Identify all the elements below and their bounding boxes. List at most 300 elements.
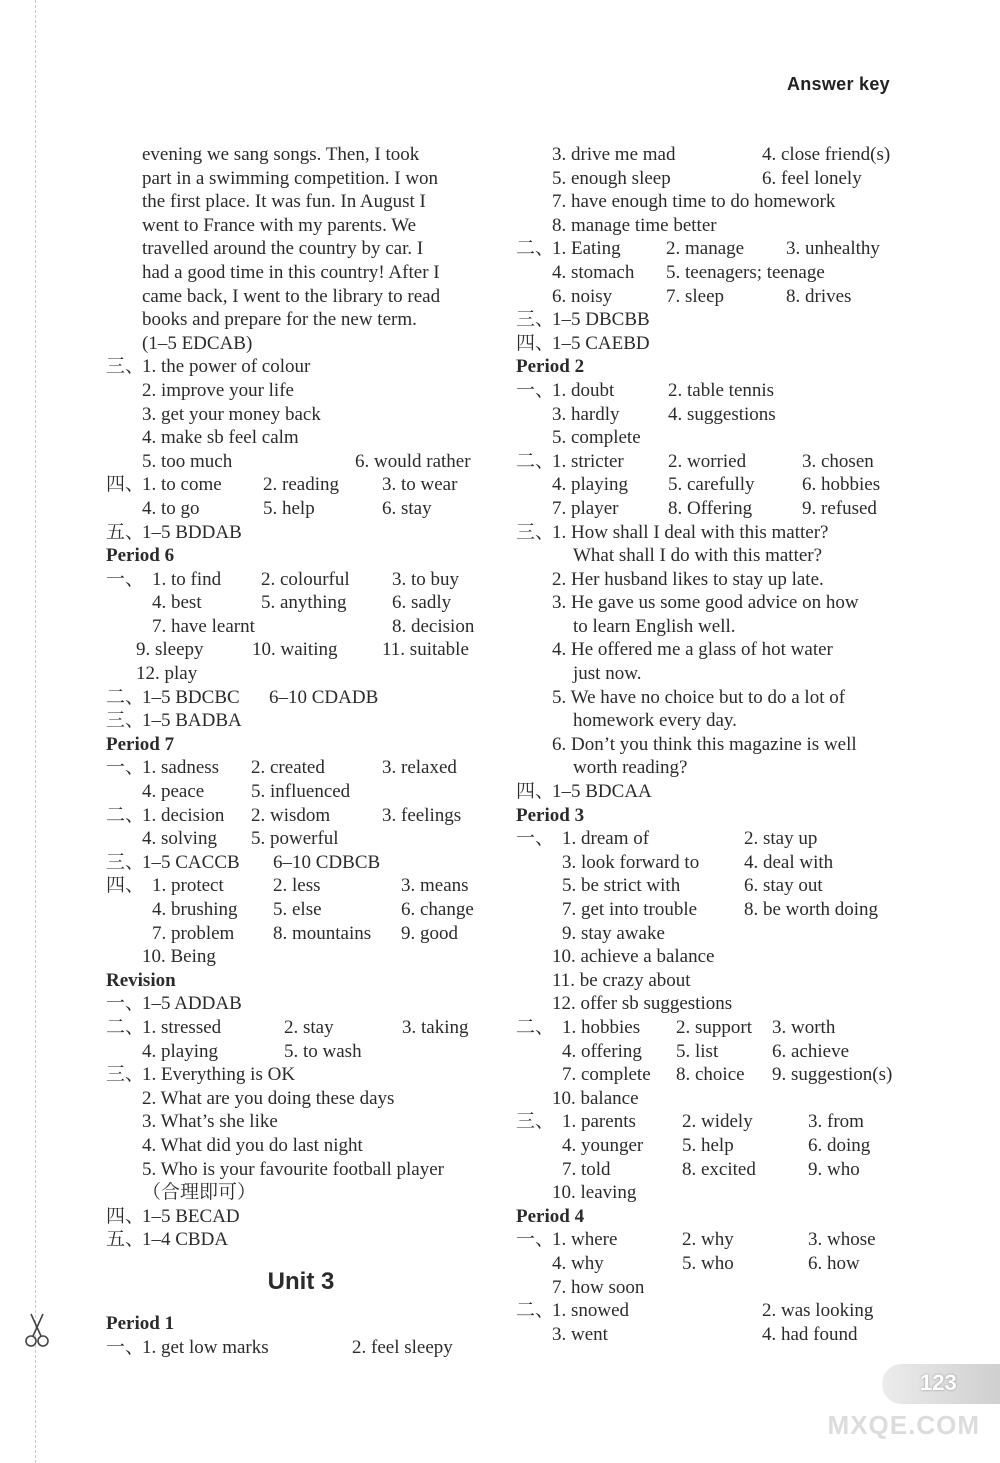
answer-text: 2. stay — [284, 1016, 334, 1038]
answer-text: 二、 — [516, 450, 555, 472]
answer-text: part in a swimming competition. I won — [142, 167, 439, 189]
answer-text: 5. Who is your favourite football player — [142, 1158, 444, 1180]
answer-text: 3. What’s she like — [142, 1111, 278, 1133]
right-column — [516, 143, 906, 1346]
answer-line — [516, 922, 906, 946]
answer-line — [516, 1252, 906, 1276]
answer-text: What shall I do with this matter? — [573, 545, 823, 567]
answer-text: 二、 — [106, 686, 145, 708]
answer-line — [516, 190, 906, 214]
answer-text: 1–4 CBDA — [142, 1229, 229, 1251]
answer-text: 10. balance — [552, 1087, 639, 1109]
answer-text: 6. how — [808, 1252, 860, 1274]
answer-text: 5. complete — [552, 427, 641, 449]
answer-text: 一、 — [516, 379, 555, 401]
answer-text: 3. worth — [772, 1016, 836, 1038]
answer-text: 3. to buy — [392, 568, 460, 590]
answer-line — [516, 662, 906, 686]
answer-text: 1. the power of colour — [142, 356, 311, 378]
section-heading — [106, 969, 496, 993]
answer-text: 2. worried — [668, 450, 747, 472]
section-heading — [516, 355, 906, 379]
section-heading — [106, 1312, 496, 1336]
answer-text: 四、 — [106, 875, 145, 897]
answer-line — [106, 1134, 496, 1158]
answer-text: 1. stressed — [142, 1016, 222, 1038]
answer-text: 4. close friend(s) — [762, 144, 891, 165]
answer-line — [516, 143, 906, 167]
answer-text: 一、 — [106, 568, 145, 590]
answer-text: 5. help — [263, 497, 315, 519]
answer-line — [516, 1299, 906, 1323]
answer-text: 4. offering — [562, 1040, 642, 1062]
answer-text: 1–5 BDCBC — [142, 686, 240, 708]
answer-text: 7. have learnt — [152, 615, 255, 637]
answer-line — [106, 143, 496, 167]
answer-line — [516, 969, 906, 993]
answer-text: 4. deal with — [744, 851, 834, 873]
answer-text: 2. manage — [666, 238, 745, 260]
answer-line — [516, 379, 906, 403]
answer-line — [106, 1110, 496, 1134]
answer-text: 12. offer sb suggestions — [552, 993, 733, 1015]
answer-text: 3. look forward to — [562, 851, 700, 873]
answer-text: 3. taking — [402, 1016, 469, 1038]
answer-text: 5. teenagers; teenage — [666, 261, 825, 283]
answer-text: 6. change — [401, 899, 474, 920]
answer-line — [106, 190, 496, 214]
answer-line — [516, 1158, 906, 1182]
answer-text: 2. colourful — [261, 568, 350, 590]
answer-text: 三、 — [516, 521, 555, 543]
answer-line — [516, 945, 906, 969]
answer-line — [516, 1040, 906, 1064]
answer-text: 三、 — [106, 851, 145, 873]
answer-text: 1. sadness — [142, 757, 220, 779]
answer-line — [106, 214, 496, 238]
answer-text: 2. why — [682, 1229, 734, 1251]
answer-text: （合理即可） — [142, 1182, 257, 1204]
answer-text: Period 7 — [106, 733, 175, 755]
answer-text: 1. to find — [152, 568, 222, 590]
answer-text: 1. decision — [142, 804, 225, 826]
answer-text: 5. anything — [261, 592, 347, 614]
answer-text: 三、 — [516, 309, 555, 331]
answer-line — [106, 450, 496, 474]
answer-text: 6. hobbies — [802, 474, 881, 496]
answer-line — [516, 403, 906, 427]
answer-line — [106, 237, 496, 261]
answer-text: 一、 — [106, 1336, 145, 1358]
answer-text: 4. solving — [142, 828, 217, 850]
answer-text: 1–5 CACCB — [142, 851, 240, 873]
answer-text: 2. table tennis — [668, 379, 775, 401]
answer-text: 8. manage time better — [552, 214, 717, 236]
answer-text: 6. noisy — [552, 285, 613, 307]
answer-line — [516, 450, 906, 474]
answer-text: 三、 — [106, 356, 145, 378]
answer-text: 一、 — [106, 993, 145, 1015]
answer-text: 4. younger — [562, 1134, 644, 1156]
answer-text: 9. stay awake — [562, 922, 665, 944]
watermark: MXQE.COM — [827, 1410, 980, 1440]
answer-text: 3. get your money back — [142, 403, 321, 425]
answer-text: 1–5 BDDAB — [142, 521, 242, 543]
answer-text: 5. enough sleep — [552, 167, 671, 189]
answer-line — [516, 686, 906, 710]
answer-line — [106, 167, 496, 191]
answer-line — [516, 1323, 906, 1347]
answer-line — [516, 1063, 906, 1087]
answer-text: came back, I went to the library to read — [142, 285, 441, 307]
answer-text: 8. choice — [676, 1064, 745, 1086]
answer-line — [106, 379, 496, 403]
answer-text: 8. mountains — [273, 922, 372, 944]
answer-text: the first place. It was fun. In August I — [142, 191, 426, 213]
answer-text: 1. to come — [142, 474, 222, 496]
answer-line — [516, 568, 906, 592]
answer-text: 3. He gave us some good advice on how — [552, 592, 859, 614]
answer-line — [106, 898, 496, 922]
answer-text: 6–10 CDBCB — [273, 851, 381, 873]
answer-text: 4. best — [152, 592, 202, 614]
answer-line — [106, 403, 496, 427]
answer-text: evening we sang songs. Then, I took — [142, 144, 420, 165]
answer-text: Period 2 — [516, 356, 585, 378]
answer-line — [516, 756, 906, 780]
answer-text: 7. player — [552, 497, 619, 519]
answer-text: 三、 — [106, 710, 145, 732]
answer-line — [106, 922, 496, 946]
answer-text: 一、 — [516, 828, 555, 850]
answer-text: travelled around the country by car. I — [142, 238, 424, 260]
answer-line — [106, 355, 496, 379]
answer-text: 5. else — [273, 899, 322, 920]
answer-line — [106, 756, 496, 780]
answer-text: 四、 — [106, 474, 145, 496]
answer-text: 四、 — [516, 781, 555, 803]
answer-text: 1. How shall I deal with this matter? — [552, 521, 829, 543]
answer-text: 2. improve your life — [142, 379, 294, 401]
answer-line — [516, 167, 906, 191]
answer-text: 8. excited — [682, 1158, 756, 1180]
answer-text: 7. how soon — [552, 1276, 645, 1298]
answer-text: 6. achieve — [772, 1040, 850, 1062]
answer-line — [516, 709, 906, 733]
answer-text: 10. achieve a balance — [552, 946, 715, 968]
answer-text: to learn English well. — [573, 615, 736, 637]
answer-text: 2. less — [273, 875, 321, 897]
answer-text: 6. doing — [808, 1134, 871, 1156]
answer-line — [516, 874, 906, 898]
answer-text: 8. be worth doing — [744, 899, 879, 920]
answer-text: 6. sadly — [392, 592, 452, 614]
answer-line — [516, 332, 906, 356]
answer-line — [106, 686, 496, 710]
answer-text: 三、 — [106, 1064, 145, 1086]
answer-line — [106, 521, 496, 545]
answer-line — [106, 497, 496, 521]
answer-text: 10. Being — [142, 946, 216, 968]
answer-line — [516, 1276, 906, 1300]
answer-text: 4. stomach — [552, 261, 635, 283]
answer-line — [106, 615, 496, 639]
answer-text: 10. waiting — [252, 639, 338, 661]
answer-text: 二、 — [106, 1016, 145, 1038]
answer-text: 二、 — [516, 1300, 555, 1322]
answer-line — [516, 733, 906, 757]
page-header: Answer key — [786, 74, 890, 94]
answer-text: 5. too much — [142, 450, 233, 472]
answer-line — [516, 1087, 906, 1111]
answer-text: 9. refused — [802, 497, 877, 519]
answer-text: 5. powerful — [251, 828, 339, 850]
answer-line — [516, 638, 906, 662]
answer-text: 4. peace — [142, 781, 205, 803]
answer-line — [516, 214, 906, 238]
answer-text: worth reading? — [573, 757, 688, 779]
answer-text: 2. Her husband likes to stay up late. — [552, 568, 824, 590]
answer-text: 3. feelings — [382, 804, 462, 826]
answer-text: 1–5 BADBA — [142, 710, 242, 732]
answer-text: 1–5 ADDAB — [142, 993, 242, 1015]
answer-line — [106, 851, 496, 875]
answer-line — [516, 426, 906, 450]
answer-line — [516, 898, 906, 922]
answer-line — [516, 992, 906, 1016]
answer-text: Period 4 — [516, 1205, 585, 1227]
answer-text: 2. reading — [263, 474, 339, 496]
answer-text: went to France with my parents. We — [142, 214, 417, 236]
answer-line — [516, 615, 906, 639]
answer-text: 二、 — [516, 1016, 555, 1038]
answer-text: 2. widely — [682, 1111, 753, 1133]
answer-text: 4. What did you do last night — [142, 1134, 363, 1156]
answer-text: 6. feel lonely — [762, 167, 862, 189]
answer-text: 二、 — [106, 804, 145, 826]
answer-text: 2. wisdom — [251, 804, 331, 826]
answer-line — [106, 945, 496, 969]
answer-text: 3. to wear — [382, 474, 458, 496]
answer-text: 1. dream of — [562, 828, 650, 850]
answer-text: 1. protect — [152, 875, 224, 897]
answer-text: 二、 — [516, 238, 555, 260]
answer-text: homework every day. — [573, 710, 737, 732]
answer-text: 五、 — [106, 521, 145, 543]
answer-text: 3. means — [401, 875, 469, 897]
answer-line — [106, 638, 496, 662]
answer-text: 5. We have no choice but to do a lot of — [552, 686, 846, 708]
answer-text: 5. be strict with — [562, 875, 681, 897]
answer-line — [516, 1228, 906, 1252]
unit-heading: Unit 3 — [267, 1267, 335, 1295]
answer-text: 7. problem — [152, 922, 235, 944]
answer-line — [516, 285, 906, 309]
answer-text: 6. Don’t you think this magazine is well — [552, 733, 857, 755]
answer-text: 8. drives — [786, 285, 852, 307]
answer-text: 6–10 CDADB — [269, 686, 379, 708]
answer-line — [516, 851, 906, 875]
answer-text: 1–5 CAEBD — [552, 332, 650, 354]
answer-text: 5. who — [682, 1252, 734, 1274]
answer-text: books and prepare for the new term. — [142, 309, 417, 331]
answer-text: 12. play — [136, 663, 198, 685]
answer-text: 1. hobbies — [562, 1016, 641, 1038]
answer-line — [106, 1040, 496, 1064]
answer-text: 一、 — [106, 757, 145, 779]
answer-text: had a good time in this country! After I — [142, 261, 440, 283]
answer-line — [516, 308, 906, 332]
answer-text: Period 1 — [106, 1312, 175, 1334]
answer-text: 2. was looking — [762, 1300, 874, 1322]
answer-line — [106, 1181, 496, 1205]
answer-text: just now. — [573, 663, 642, 685]
answer-line — [106, 426, 496, 450]
answer-text: 1. get low marks — [142, 1336, 269, 1358]
answer-line — [516, 827, 906, 851]
answer-text: 3. drive me mad — [552, 144, 676, 165]
answer-text: 4. playing — [552, 474, 628, 496]
answer-text: 4. He offered me a glass of hot water — [552, 639, 833, 661]
answer-text: 5. help — [682, 1134, 734, 1156]
answer-text: 2. created — [251, 757, 325, 779]
answer-text: 5. influenced — [251, 781, 351, 803]
cut-line — [35, 0, 36, 1463]
answer-text: 一、 — [516, 1229, 555, 1251]
answer-line — [106, 1228, 496, 1252]
answer-text: 8. decision — [392, 615, 475, 637]
answer-text: Revision — [106, 969, 176, 991]
answer-line — [516, 237, 906, 261]
answer-line — [106, 874, 496, 898]
page-number: 123 — [920, 1370, 957, 1395]
answer-text: Period 3 — [516, 804, 585, 826]
answer-text: 1. stricter — [552, 450, 624, 472]
answer-line — [106, 332, 496, 356]
answer-text: 7. told — [562, 1158, 611, 1180]
section-heading — [516, 1205, 906, 1229]
answer-text: 5. list — [676, 1040, 719, 1062]
answer-line — [106, 308, 496, 332]
answer-line — [106, 709, 496, 733]
answer-line — [106, 1087, 496, 1111]
section-heading — [106, 733, 496, 757]
answer-text: 四、 — [516, 332, 555, 354]
answer-text: 2. stay up — [744, 828, 818, 850]
answer-line — [516, 1016, 906, 1040]
answer-line — [106, 827, 496, 851]
answer-line — [106, 473, 496, 497]
answer-line — [106, 591, 496, 615]
answer-text: 7. have enough time to do homework — [552, 191, 836, 213]
answer-text: 1–5 DBCBB — [552, 309, 650, 331]
answer-text: 四、 — [106, 1205, 145, 1227]
answer-text: 2. feel sleepy — [352, 1336, 453, 1358]
answer-text: 3. unhealthy — [786, 238, 880, 260]
answer-text: 1. doubt — [552, 379, 615, 401]
answer-line — [516, 473, 906, 497]
answer-text: 4. playing — [142, 1040, 218, 1062]
answer-text: 4. had found — [762, 1323, 858, 1345]
answer-line — [516, 544, 906, 568]
answer-text: 3. chosen — [802, 450, 874, 472]
answer-text: 9. who — [808, 1158, 860, 1180]
answer-line — [516, 780, 906, 804]
answer-text: 4. to go — [142, 497, 200, 519]
answer-text: 3. hardly — [552, 403, 620, 425]
answer-text: 5. to wash — [284, 1040, 362, 1062]
answer-text: 4. brushing — [152, 899, 238, 920]
answer-text: 1. Eating — [552, 238, 621, 260]
answer-line — [106, 1016, 496, 1040]
answer-text: 9. suggestion(s) — [772, 1064, 893, 1086]
answer-text: Period 6 — [106, 545, 175, 567]
answer-line — [516, 1134, 906, 1158]
answer-text: 11. be crazy about — [552, 969, 691, 991]
answer-line — [516, 261, 906, 285]
answer-text: 4. suggestions — [668, 403, 776, 425]
section-heading — [516, 804, 906, 828]
scissors-icon — [22, 1312, 52, 1348]
answer-text: 7. sleep — [666, 285, 725, 307]
answer-line — [106, 1158, 496, 1182]
answer-line — [106, 568, 496, 592]
answer-text: (1–5 EDCAB) — [142, 332, 253, 354]
answer-line — [516, 521, 906, 545]
answer-text: 1. where — [552, 1229, 618, 1251]
answer-text: 6. would rather — [355, 450, 471, 472]
answer-text: 2. What are you doing these days — [142, 1087, 395, 1109]
answer-text: 3. relaxed — [382, 757, 457, 779]
answer-text: 4. why — [552, 1252, 604, 1274]
answer-line — [516, 1181, 906, 1205]
answer-line — [106, 1205, 496, 1229]
answer-line — [106, 804, 496, 828]
answer-text: 7. complete — [562, 1064, 651, 1086]
answer-line — [106, 992, 496, 1016]
page-number-tab — [882, 1364, 1000, 1404]
answer-text: 1–5 BDCAA — [552, 781, 652, 803]
answer-text: 9. good — [401, 922, 458, 944]
answer-text: 9. sleepy — [136, 639, 204, 661]
left-column — [106, 143, 496, 1359]
answer-text: 三、 — [516, 1111, 555, 1133]
answer-line — [106, 285, 496, 309]
answer-text: 3. from — [808, 1111, 864, 1133]
answer-text: 1. snowed — [552, 1300, 630, 1322]
answer-text: 8. Offering — [668, 497, 753, 519]
answer-text: 5. carefully — [668, 474, 755, 496]
answer-text: 11. suitable — [382, 639, 469, 661]
answer-text: 10. leaving — [552, 1182, 637, 1204]
answer-text: 6. stay out — [744, 875, 823, 897]
answer-line — [516, 1110, 906, 1134]
answer-line — [516, 591, 906, 615]
answer-line — [106, 780, 496, 804]
answer-text: 7. get into trouble — [562, 899, 698, 920]
answer-text: 1–5 BECAD — [142, 1205, 240, 1227]
answer-text: 6. stay — [382, 497, 432, 519]
answer-line — [106, 1336, 496, 1360]
answer-line — [106, 261, 496, 285]
answer-line — [516, 497, 906, 521]
answer-line — [106, 662, 496, 686]
answer-line — [106, 1063, 496, 1087]
answer-text: 1. parents — [562, 1111, 636, 1133]
section-heading — [106, 544, 496, 568]
answer-text: 3. whose — [808, 1229, 876, 1251]
answer-text: 4. make sb feel calm — [142, 427, 299, 449]
